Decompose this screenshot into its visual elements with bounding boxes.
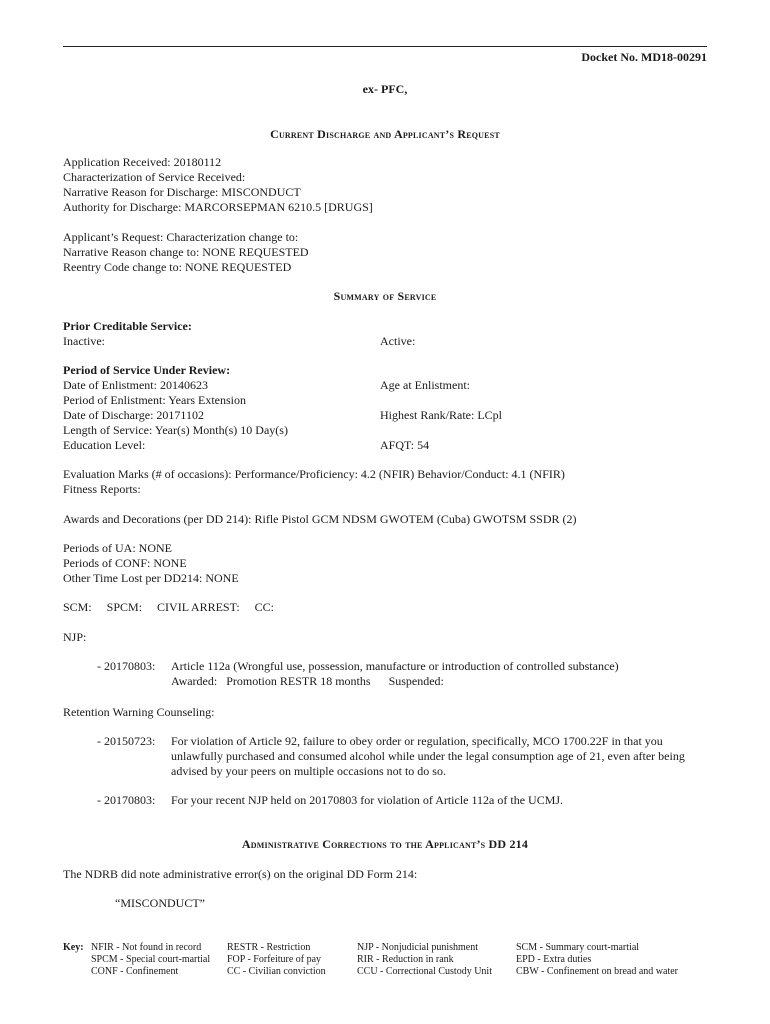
highest-rank: Highest Rank/Rate: LCpl xyxy=(380,408,502,422)
njp-label-block xyxy=(63,630,713,645)
courts-line: SCM: SPCM: CIVIL ARREST: CC: xyxy=(63,600,275,614)
evaluation-marks: Evaluation Marks (# of occasions): Performance/Proficiency: 4.2 (NFIR) Behavior/Conduct: 4.1 (NFIR) xyxy=(63,467,565,481)
request-characterization: Applicant’s Request: Characterization change to: xyxy=(63,230,299,244)
characterization-received: Characterization of Service Received: xyxy=(63,170,246,184)
period-under-review-section xyxy=(63,363,713,453)
awards-and-decorations: Awards and Decorations (per DD 214): Rifle Pistol GCM NDSM GWOTEM (Cuba) GWOTSM SSDR (2) xyxy=(63,512,577,526)
education-level: Education Level: xyxy=(63,438,146,452)
retention-date: - 20150723: xyxy=(97,734,156,748)
key-entry: RESTR - Restriction xyxy=(227,942,311,953)
retention-text: For your recent NJP held on 20170803 for violation of Article 112a of the UCMJ. xyxy=(171,793,564,807)
current-discharge-heading: Current Discharge and Applicant’s Request xyxy=(270,127,500,141)
corrections-heading: Administrative Corrections to the Applicant’s DD 214 xyxy=(241,837,529,851)
njp-article: Article 112a (Wrongful use, possession, manufacture or introduction of controlled substance) xyxy=(171,659,619,673)
retention-entry xyxy=(97,793,717,808)
key-entry: CONF - Confinement xyxy=(91,966,179,977)
applicant-name-line: ex- PFC, xyxy=(362,82,408,96)
date-of-discharge: Date of Discharge: 20171102 xyxy=(63,408,204,422)
fitness-reports: Fitness Reports: xyxy=(63,482,141,496)
key-entry: NJP - Nonjudicial punishment xyxy=(357,942,479,953)
retention-label-block xyxy=(63,705,713,720)
docket-number: Docket No. MD18-00291 xyxy=(581,50,707,64)
key-column xyxy=(516,942,678,978)
applicant-request-section xyxy=(63,230,713,275)
key-entry: RIR - Reduction in rank xyxy=(357,954,454,965)
application-received: Application Received: 20180112 xyxy=(63,155,222,169)
education-row xyxy=(63,438,713,453)
key-column xyxy=(227,942,326,978)
discharge-row xyxy=(63,408,713,423)
corrections-quote-block xyxy=(115,896,515,911)
retention-text: For violation of Article 92, failure to obey order or regulation, specifically, MCO 1700.22F in that you unlawfully purchased and consumed alcohol while under the legal consumption age of 21, even after being advised by your peers on multiple occasions not to do so. xyxy=(171,734,685,778)
njp-entry xyxy=(97,659,717,689)
key-entry: SPCM - Special court-martial xyxy=(91,954,211,965)
periods-of-conf: Periods of CONF: NONE xyxy=(63,556,187,570)
periods-of-ua: Periods of UA: NONE xyxy=(63,541,172,555)
key-label: Key: xyxy=(63,942,84,953)
njp-label: NJP: xyxy=(63,630,87,644)
njp-date: - 20170803: xyxy=(97,659,156,673)
prior-service-section xyxy=(63,319,713,349)
key-entry: FOP - Forfeiture of pay xyxy=(227,954,322,965)
corrections-section xyxy=(63,867,713,882)
key-entry: CBW - Confinement on bread and water xyxy=(516,966,678,977)
key-entry: SCM - Summary court-martial xyxy=(516,942,640,953)
inactive-label: Inactive: xyxy=(63,334,105,348)
time-lost-section xyxy=(63,541,713,586)
njp-text xyxy=(171,659,717,689)
key-entry: CCU - Correctional Custody Unit xyxy=(357,966,492,977)
inactive-active-row xyxy=(63,334,713,349)
retention-date: - 20170803: xyxy=(97,793,156,807)
date-of-enlistment: Date of Enlistment: 20140623 xyxy=(63,378,208,392)
corrections-text: The NDRB did note administrative error(s) on the original DD Form 214: xyxy=(63,867,418,881)
enlistment-row xyxy=(63,378,713,393)
narrative-reason: Narrative Reason for Discharge: MISCONDUCT xyxy=(63,185,301,199)
summary-of-service-heading: Summary of Service xyxy=(333,289,437,303)
period-under-review-label: Period of Service Under Review: xyxy=(63,363,231,377)
key-column xyxy=(91,942,210,978)
key-entry: CC - Civilian conviction xyxy=(227,966,326,977)
courts-section xyxy=(63,600,713,615)
top-rule xyxy=(63,46,707,47)
current-discharge-section xyxy=(63,155,713,215)
afqt-score: AFQT: 54 xyxy=(380,438,430,452)
key-column xyxy=(357,942,492,978)
age-at-enlistment: Age at Enlistment: xyxy=(380,378,470,392)
period-of-enlistment: Period of Enlistment: Years Extension xyxy=(63,393,246,407)
retention-entry xyxy=(97,734,717,779)
active-label: Active: xyxy=(380,334,416,348)
request-reentry: Reentry Code change to: NONE REQUESTED xyxy=(63,260,292,274)
prior-service-label: Prior Creditable Service: xyxy=(63,319,192,333)
retention-warning-label: Retention Warning Counseling: xyxy=(63,705,215,719)
corrections-quote: “MISCONDUCT” xyxy=(115,896,205,910)
length-of-service: Length of Service: Year(s) Month(s) 10 Day(s) xyxy=(63,423,288,437)
discharge-authority: Authority for Discharge: MARCORSEPMAN 6210.5 [DRUGS] xyxy=(63,200,373,214)
key-entry: EPD - Extra duties xyxy=(516,954,592,965)
njp-awarded: Awarded: Promotion RESTR 18 months Suspended: xyxy=(171,674,444,688)
awards-section xyxy=(63,512,713,527)
key-entry: NFIR - Not found in record xyxy=(91,942,202,953)
evaluation-section xyxy=(63,467,713,497)
other-time-lost: Other Time Lost per DD214: NONE xyxy=(63,571,239,585)
request-narrative: Narrative Reason change to: NONE REQUESTED xyxy=(63,245,309,259)
